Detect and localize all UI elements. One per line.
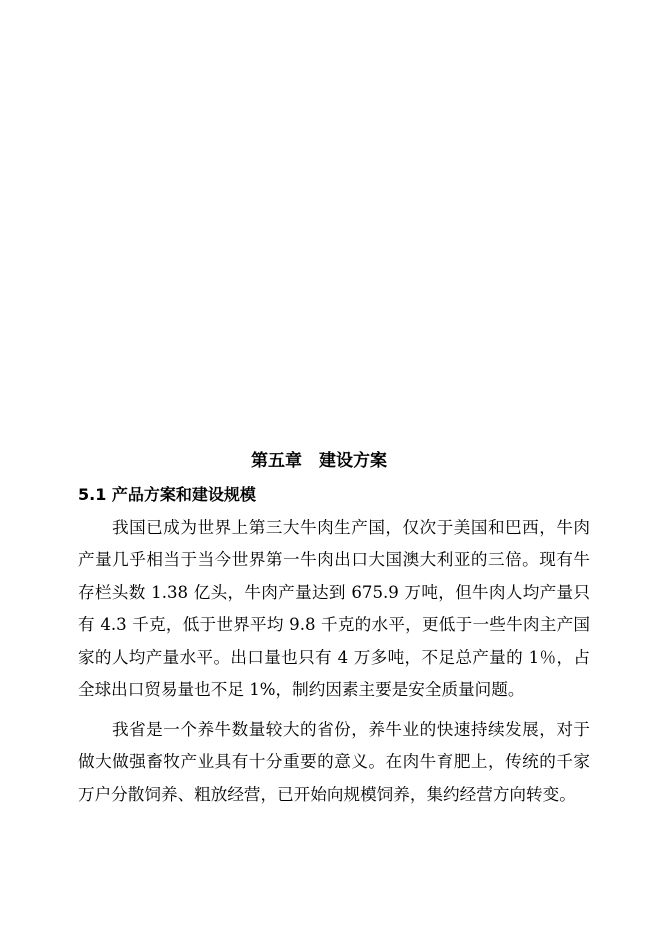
paragraph-line: 有 4.3 千克，低于世界平均 9.8 千克的水平，更低于一些牛肉主产国 (78, 615, 590, 635)
paragraph-line: 我国已成为世界上第三大牛肉生产国，仅次于美国和巴西，牛肉 (112, 518, 590, 537)
chapter-title: 第五章 建设方案 (251, 451, 387, 471)
paragraph-line: 我省是一个养牛数量较大的省份，养牛业的快速持续发展，对于 (112, 720, 590, 739)
paragraph-2 (78, 714, 590, 811)
paragraph-line: 做大做强畜牧产业具有十分重要的意义。在肉牛育肥上，传统的千家 (78, 752, 590, 772)
paragraph-1 (78, 512, 590, 706)
paragraph-line: 产量几乎相当于当今世界第一牛肉出口大国澳大利亚的三倍。现有牛 (78, 550, 590, 570)
paragraph-line: 万户分散饲养、粗放经营，已开始向规模饲养，集约经营方向转变。 (78, 784, 576, 804)
section-title: 5.1 产品方案和建设规模 (78, 485, 256, 504)
paragraph-line: 全球出口贸易量也不足 1%，制约因素主要是安全质量问题。 (78, 679, 525, 699)
paragraph-line: 存栏头数 1.38 亿头，牛肉产量达到 675.9 万吨，但牛肉人均产量只 (78, 582, 590, 602)
paragraph-line: 家的人均产量水平。出口量也只有 4 万多吨，不足总产量的 1％，占 (78, 647, 590, 667)
